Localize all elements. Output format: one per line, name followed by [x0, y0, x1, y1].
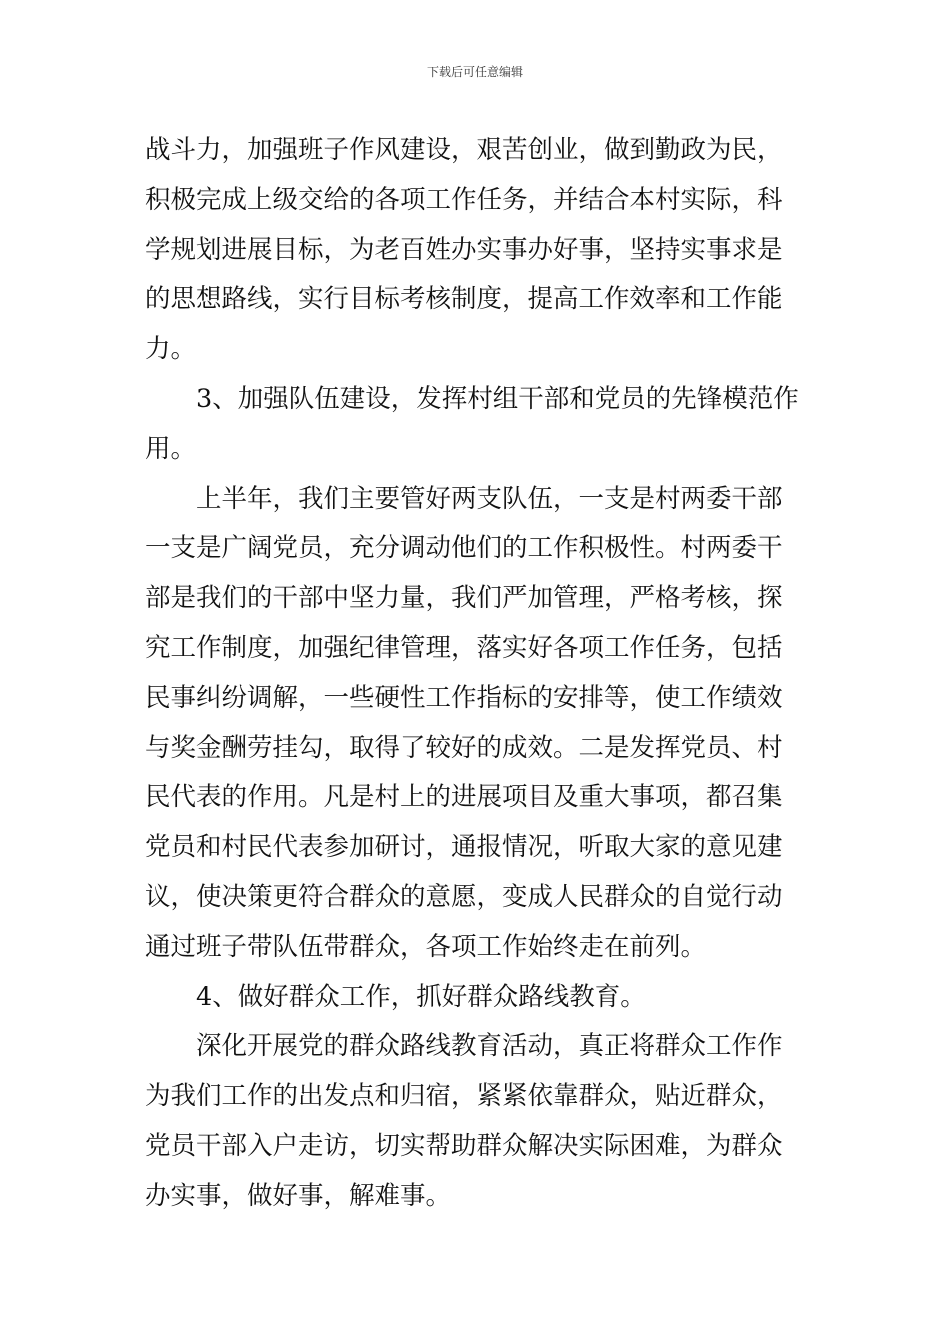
text-line: 学规划进展目标，为老百姓办实事办好事，坚持实事求是	[145, 234, 783, 265]
text-line: 部是我们的干部中坚力量，我们严加管理，严格考核，探	[145, 583, 783, 614]
text-line: 党员干部入户走访，切实帮助群众解决实际困难，为群众	[145, 1130, 783, 1161]
text-line: 一支是广阔党员，充分调动他们的工作积极性。村两委干	[145, 533, 783, 564]
text-line: 议，使决策更符合群众的意愿，变成人民群众的自觉行动	[145, 881, 783, 912]
text-line: 民代表的作用。凡是村上的进展项目及重大事项，都召集	[145, 782, 783, 813]
text-line: 党员和村民代表参加研讨，通报情况，听取大家的意见建	[145, 832, 783, 863]
text-line: 战斗力，加强班子作风建设，艰苦创业，做到勤政为民，	[145, 135, 783, 165]
text-line: 与奖金酬劳挂勾，取得了较好的成效。二是发挥党员、村	[145, 732, 783, 763]
text-line: 民事纠纷调解，一些硬性工作指标的安排等，使工作绩效	[145, 682, 783, 713]
text-line: 究工作制度，加强纪律管理，落实好各项工作任务，包括	[145, 632, 783, 663]
text-line: 积极完成上级交给的各项工作任务，并结合本村实际，科	[145, 184, 783, 215]
text-line: 用。	[145, 433, 197, 464]
text-line: 办实事，做好事，解难事。	[145, 1180, 452, 1211]
paragraph-start: 深化开展党的群众路线教育活动，真正将群众工作作	[196, 1031, 783, 1062]
page-header-note: 下载后可任意编辑	[426, 65, 523, 79]
section-heading-3: 3、加强队伍建设，发挥村组干部和党员的先锋模范作	[196, 383, 799, 414]
paragraph-start: 上半年，我们主要管好两支队伍，一支是村两委干部	[196, 483, 783, 514]
text-line: 为我们工作的出发点和归宿，紧紧依靠群众，贴近群众，	[145, 1081, 783, 1112]
section-heading-4: 4、做好群众工作，抓好群众路线教育。	[196, 981, 646, 1012]
document-body	[145, 126, 809, 1222]
text-line: 通过班子带队伍带群众，各项工作始终走在前列。	[145, 931, 707, 962]
text-line: 的思想路线，实行目标考核制度，提高工作效率和工作能	[145, 284, 783, 315]
text-line: 力。	[145, 334, 197, 365]
